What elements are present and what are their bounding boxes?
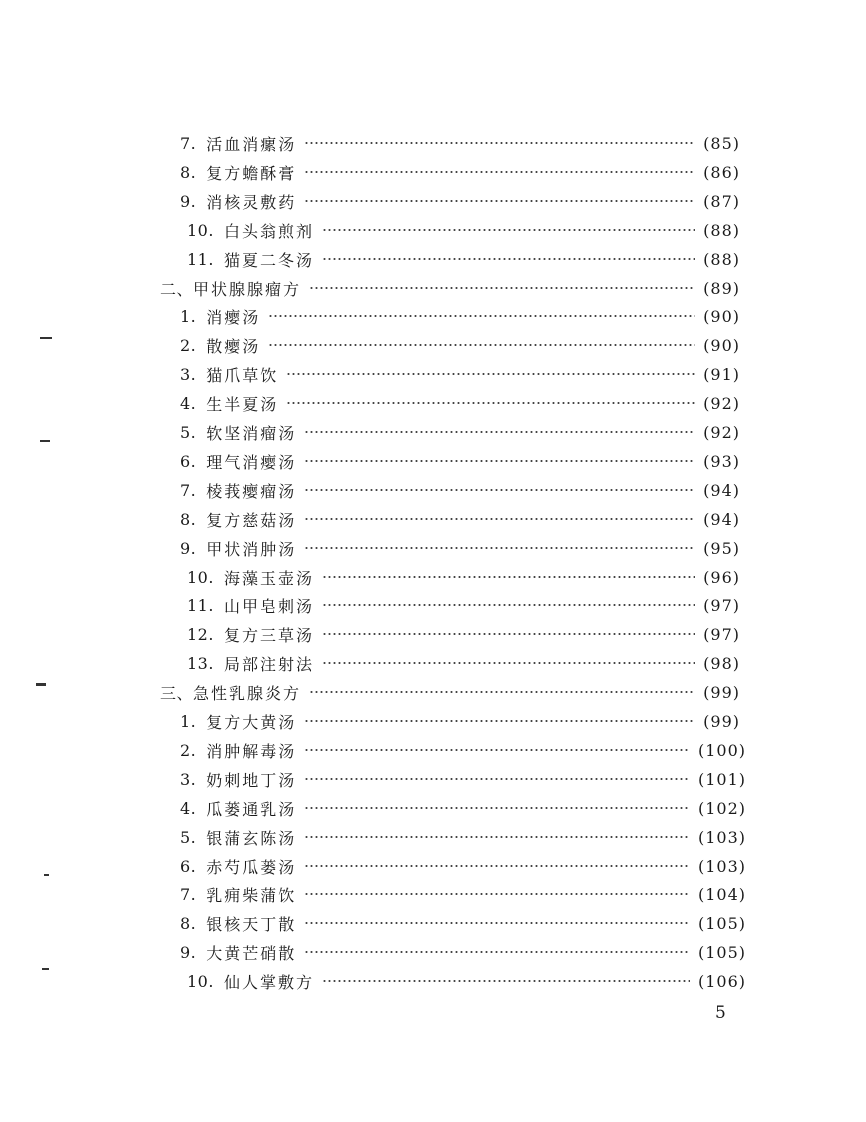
toc-entry	[180, 709, 740, 733]
toc-number: 二、	[160, 279, 194, 299]
toc-number: 10.	[187, 220, 214, 240]
dot-leader	[322, 229, 695, 231]
toc-entry	[180, 825, 746, 849]
toc-title: 复方慈菇汤	[206, 510, 297, 530]
dot-leader	[322, 604, 695, 606]
toc-section	[160, 276, 740, 300]
toc-page-ref: (97)	[703, 595, 740, 615]
toc-page-ref: (93)	[703, 451, 740, 471]
toc-title: 白头翁煎剂	[223, 221, 314, 241]
toc-title: 复方蟾酥膏	[206, 163, 297, 183]
toc-page-ref: (88)	[703, 220, 740, 240]
toc-title: 猫夏二冬汤	[223, 250, 314, 270]
toc-title: 奶刺地丁汤	[206, 770, 297, 790]
dot-leader	[304, 720, 695, 722]
dot-leader	[304, 431, 695, 433]
toc-number: 8.	[180, 913, 197, 933]
toc-page-ref: (89)	[703, 278, 740, 298]
dot-leader	[322, 576, 695, 578]
toc-page-ref: (90)	[703, 335, 740, 355]
dot-leader	[322, 633, 695, 635]
dot-leader	[304, 951, 690, 953]
toc-entry	[187, 622, 740, 646]
toc-number: 8.	[180, 509, 197, 529]
toc-number: 7.	[180, 133, 197, 153]
toc-title: 局部注射法	[223, 654, 314, 674]
toc-title: 消瘿汤	[206, 307, 261, 327]
toc-entry	[180, 449, 740, 473]
toc-page-ref: (96)	[703, 567, 740, 587]
toc-entry	[180, 854, 746, 878]
toc-title: 棱莪瘿瘤汤	[206, 481, 297, 501]
toc-page-ref: (106)	[697, 971, 746, 991]
dot-leader	[304, 922, 690, 924]
toc-page-ref: (91)	[703, 364, 740, 384]
toc-number: 9.	[180, 942, 197, 962]
toc-entry	[180, 189, 740, 213]
dot-leader	[304, 518, 695, 520]
toc-number: 2.	[180, 335, 197, 355]
toc-number: 7.	[180, 884, 197, 904]
toc-number: 8.	[180, 162, 197, 182]
dot-leader	[304, 807, 690, 809]
toc-page-ref: (100)	[697, 740, 746, 760]
toc-page-ref: (99)	[703, 682, 740, 702]
toc-page-ref: (97)	[703, 624, 740, 644]
scan-mark	[40, 440, 50, 442]
toc-entry	[180, 738, 746, 762]
dot-leader	[286, 373, 695, 375]
toc-number: 10.	[187, 971, 214, 991]
toc-number: 三、	[160, 683, 194, 703]
toc-title: 消核灵敷药	[206, 192, 297, 212]
dot-leader	[304, 489, 695, 491]
toc-entry	[180, 362, 740, 386]
toc-page-ref: (92)	[703, 422, 740, 442]
toc-title: 赤芍瓜蒌汤	[206, 857, 297, 877]
toc-title: 消肿解毒汤	[206, 741, 297, 761]
toc-number: 1.	[180, 711, 197, 731]
toc-page-ref: (103)	[697, 856, 746, 876]
toc-number: 6.	[180, 451, 197, 471]
toc-page-ref: (94)	[703, 480, 740, 500]
toc-entry	[187, 593, 740, 617]
toc-page-ref: (94)	[703, 509, 740, 529]
toc-page-ref: (88)	[703, 249, 740, 269]
toc-entry	[180, 391, 740, 415]
scan-mark	[36, 683, 46, 686]
toc-page-ref: (90)	[703, 306, 740, 326]
toc-entry	[187, 565, 740, 589]
scan-mark	[42, 968, 49, 970]
toc-entry	[187, 651, 740, 675]
dot-leader	[304, 460, 695, 462]
toc-page-ref: (103)	[697, 827, 746, 847]
toc-number: 11.	[187, 595, 214, 615]
dot-leader	[322, 662, 695, 664]
toc-title: 海藻玉壶汤	[223, 568, 314, 588]
toc-entry	[180, 796, 746, 820]
toc-title: 急性乳腺炎方	[193, 683, 302, 703]
toc-entry	[180, 911, 746, 935]
dot-leader	[304, 836, 690, 838]
toc-number: 1.	[180, 306, 197, 326]
dot-leader	[304, 865, 690, 867]
toc-number: 6.	[180, 856, 197, 876]
toc-title: 软坚消瘤汤	[206, 423, 297, 443]
toc-title: 瓜蒌通乳汤	[206, 799, 297, 819]
scan-mark	[40, 337, 52, 339]
toc-title: 仙人掌敷方	[223, 972, 314, 992]
toc-number: 3.	[180, 769, 197, 789]
toc-title: 生半夏汤	[206, 394, 279, 414]
toc-number: 5.	[180, 422, 197, 442]
toc-page-ref: (95)	[703, 538, 740, 558]
toc-title: 银核天丁散	[206, 914, 297, 934]
scan-mark	[44, 874, 49, 876]
toc-page-ref: (105)	[697, 942, 746, 962]
toc-entry	[180, 333, 740, 357]
toc-number: 13.	[187, 653, 214, 673]
dot-leader	[286, 402, 695, 404]
toc-page-ref: (105)	[697, 913, 746, 933]
toc-title: 复方大黄汤	[206, 712, 297, 732]
dot-leader	[322, 258, 695, 260]
toc-number: 11.	[187, 249, 214, 269]
dot-leader	[268, 315, 695, 317]
dot-leader	[304, 893, 690, 895]
toc-number: 3.	[180, 364, 197, 384]
toc-entry	[187, 969, 746, 993]
toc-title: 银蒲玄陈汤	[206, 828, 297, 848]
toc-title: 山甲皂刺汤	[223, 596, 314, 616]
dot-leader	[304, 749, 690, 751]
toc-entry	[187, 247, 740, 271]
toc-entry	[180, 478, 740, 502]
dot-leader	[309, 287, 695, 289]
toc-entry	[180, 420, 740, 444]
toc-number: 10.	[187, 567, 214, 587]
toc-page-ref: (104)	[697, 884, 746, 904]
toc-entry	[180, 767, 746, 791]
dot-leader	[309, 691, 695, 693]
toc-page-ref: (101)	[697, 769, 746, 789]
dot-leader	[304, 142, 695, 144]
toc-entry	[180, 882, 746, 906]
toc-title: 复方三草汤	[223, 625, 314, 645]
toc-number: 9.	[180, 538, 197, 558]
toc-entry	[180, 304, 740, 328]
toc-section	[160, 680, 740, 704]
toc-entry	[180, 160, 740, 184]
toc-title: 乳痈柴蒲饮	[206, 885, 297, 905]
toc-number: 4.	[180, 798, 197, 818]
toc-page-ref: (86)	[703, 162, 740, 182]
toc-entry	[180, 536, 740, 560]
toc-entry	[180, 940, 746, 964]
toc-entry	[187, 218, 740, 242]
dot-leader	[304, 200, 695, 202]
toc-number: 9.	[180, 191, 197, 211]
toc-page-ref: (87)	[703, 191, 740, 211]
dot-leader	[304, 778, 690, 780]
toc-number: 7.	[180, 480, 197, 500]
toc-number: 5.	[180, 827, 197, 847]
toc-number: 4.	[180, 393, 197, 413]
toc-page-ref: (99)	[703, 711, 740, 731]
toc-title: 理气消瘿汤	[206, 452, 297, 472]
toc-title: 活血消瘰汤	[206, 134, 297, 154]
toc-title: 甲状腺腺瘤方	[193, 279, 302, 299]
toc-number: 12.	[187, 624, 214, 644]
toc-title: 大黄芒硝散	[206, 943, 297, 963]
toc-entry	[180, 131, 740, 155]
toc-title: 甲状消肿汤	[206, 539, 297, 559]
toc-title: 猫爪草饮	[206, 365, 279, 385]
toc-page-ref: (85)	[703, 133, 740, 153]
toc-page-ref: (92)	[703, 393, 740, 413]
dot-leader	[304, 171, 695, 173]
dot-leader	[322, 980, 690, 982]
toc-number: 2.	[180, 740, 197, 760]
toc-page-ref: (98)	[703, 653, 740, 673]
dot-leader	[304, 547, 695, 549]
dot-leader	[268, 344, 695, 346]
page-number: 5	[715, 1003, 726, 1023]
toc-entry	[180, 507, 740, 531]
toc-title: 散瘿汤	[206, 336, 261, 356]
toc-page-ref: (102)	[697, 798, 746, 818]
